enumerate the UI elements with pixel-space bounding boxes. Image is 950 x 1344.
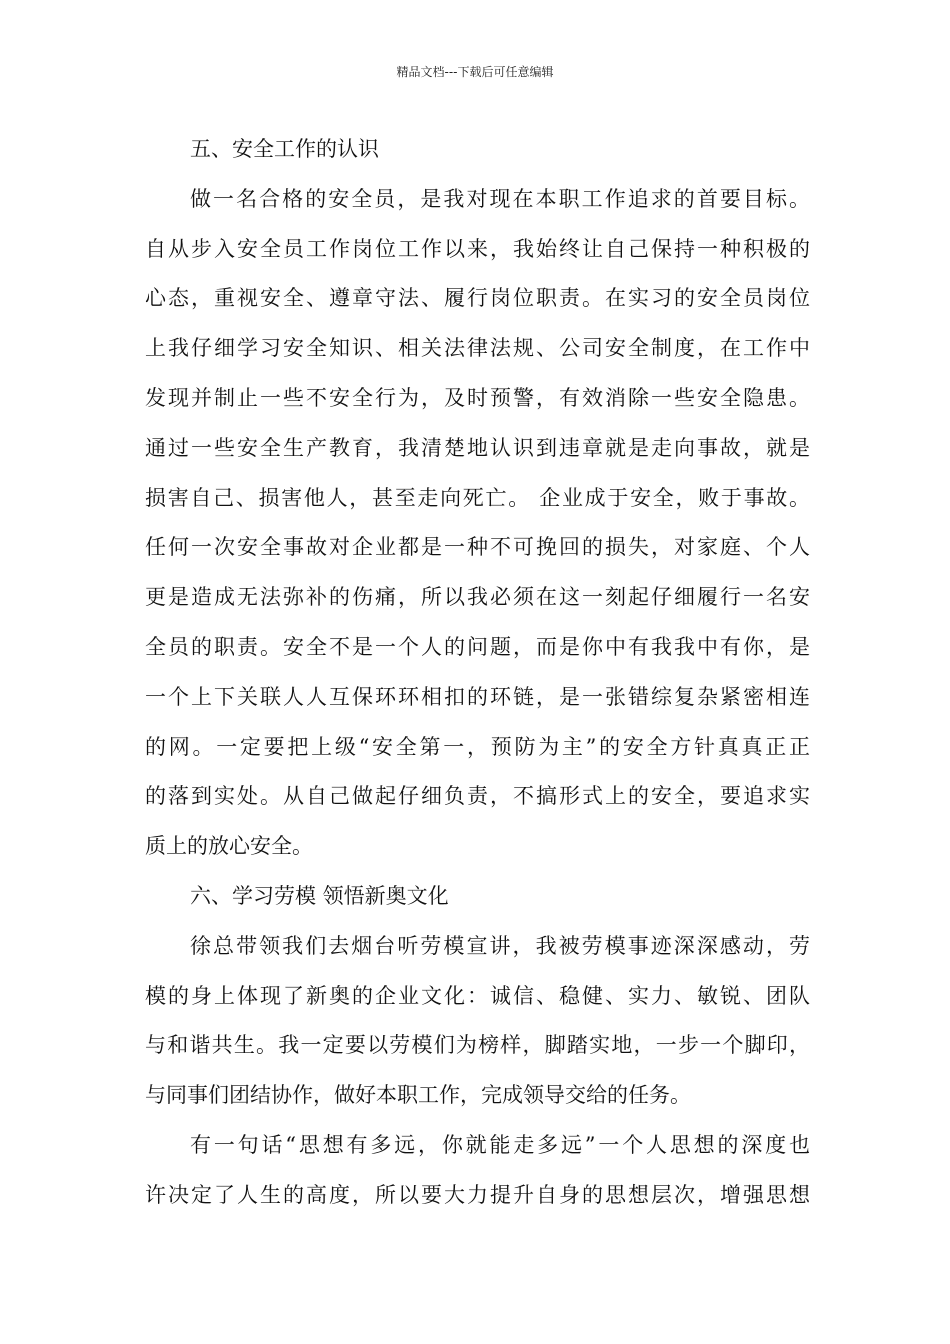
text-line: 有一句话“思想有多远，你就能走多远”一个人思想的深度也 xyxy=(190,1132,810,1157)
text-line: 六、学习劳模 领悟新奥文化 xyxy=(190,883,449,908)
text-line: 更是造成无法弥补的伤痛，所以我必须在这一刻起仔细履行一名安 xyxy=(145,585,810,610)
page-header: 精品文档---下载后可任意编辑 xyxy=(396,65,554,79)
text-line: 许决定了人生的高度，所以要大力提升自身的思想层次，增强思想 xyxy=(145,1182,810,1207)
text-line: 与同事们团结协作，做好本职工作，完成领导交给的任务。 xyxy=(145,1083,691,1108)
text-line: 心态，重视安全、遵章守法、履行岗位职责。在实习的安全员岗位 xyxy=(145,286,810,311)
text-line: 损害自己、损害他人，甚至走向死亡。 企业成于安全，败于事故。 xyxy=(145,485,810,510)
text-line: 的网。一定要把上级“安全第一，预防为主”的安全方针真真正正 xyxy=(145,734,810,759)
text-line: 做一名合格的安全员，是我对现在本职工作追求的首要目标。 xyxy=(190,186,810,211)
text-line: 上我仔细学习安全知识、相关法律法规、公司安全制度，在工作中 xyxy=(145,336,810,361)
text-line: 质上的放心安全。 xyxy=(145,834,313,859)
text-line: 发现并制止一些不安全行为，及时预警，有效消除一些安全隐患。 xyxy=(145,385,810,410)
text-line: 自从步入安全员工作岗位工作以来，我始终让自己保持一种积极的 xyxy=(145,236,810,261)
text-line: 通过一些安全生产教育，我清楚地认识到违章就是走向事故，就是 xyxy=(145,435,810,460)
text-line: 全员的职责。安全不是一个人的问题，而是你中有我我中有你，是 xyxy=(145,634,810,659)
text-line: 徐总带领我们去烟台听劳模宣讲，我被劳模事迹深深感动，劳 xyxy=(190,933,810,958)
text-line: 与和谐共生。我一定要以劳模们为榜样，脚踏实地，一步一个脚印， xyxy=(145,1033,810,1058)
document-body xyxy=(145,125,810,1221)
text-line: 任何一次安全事故对企业都是一种不可挽回的损失，对家庭、个人 xyxy=(145,535,810,560)
text-line: 的落到实处。从自己做起仔细负责，不搞形式上的安全，要追求实 xyxy=(145,784,810,809)
text-line: 一个上下关联人人互保环环相扣的环链，是一张错综复杂紧密相连 xyxy=(145,684,810,709)
text-line: 模的身上体现了新奥的企业文化：诚信、稳健、实力、敏锐、团队 xyxy=(145,983,810,1008)
text-line: 五、安全工作的认识 xyxy=(190,137,379,161)
